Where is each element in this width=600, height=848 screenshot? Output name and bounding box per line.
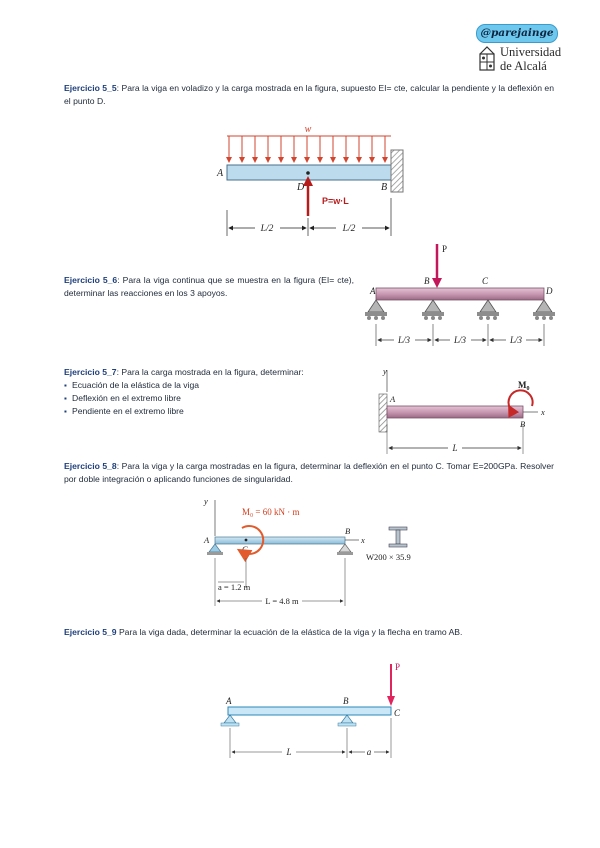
exercise-label: Ejercicio 5_8 bbox=[64, 461, 117, 471]
exercise-5-5-statement bbox=[64, 82, 554, 108]
section-designation: W200 × 35.9 bbox=[366, 552, 411, 562]
author-handle-badge: @parejainge bbox=[476, 24, 558, 43]
roller-support-c bbox=[477, 300, 499, 320]
length-l-label: L = 4.8 m bbox=[265, 596, 299, 606]
exercise-text: : Para la viga y la carga mostradas en la figura, determinar la deflexión en el punto C. Tomar E=200GPa. Resolver por doble integración o aplicando funciones de singularidad. bbox=[64, 461, 554, 484]
length-label: L bbox=[452, 443, 458, 453]
axis-y-label: y bbox=[204, 496, 208, 506]
exercise-label: Ejercicio 5_7 bbox=[64, 367, 117, 377]
roller-support-b bbox=[337, 544, 353, 555]
point-b-label: B bbox=[345, 526, 351, 536]
fixed-wall-support bbox=[379, 394, 387, 432]
exercise-text: Para la viga dada, determinar la ecuación de la elástica de la viga y la flecha en tramo AB. bbox=[116, 627, 463, 637]
overhang-beam bbox=[228, 707, 391, 715]
figure-overhang-beam bbox=[214, 660, 414, 764]
exercise-5-6-statement bbox=[64, 274, 354, 300]
dimension-label-1: L/2 bbox=[260, 224, 274, 234]
figure-cantilever-moment bbox=[370, 362, 560, 456]
load-p-label: P bbox=[395, 662, 401, 672]
list-item: ▪ Pendiente en el extremo libre bbox=[64, 405, 364, 418]
exercise-5-7-task-list bbox=[64, 379, 364, 418]
pin-support-a bbox=[207, 544, 223, 555]
pin-support-a bbox=[221, 715, 239, 726]
continuous-beam bbox=[376, 288, 544, 300]
exercise-label: Ejercicio 5_9 bbox=[64, 627, 117, 637]
load-intensity-label: w bbox=[304, 124, 312, 135]
point-a-label: A bbox=[370, 286, 376, 296]
simply-supported-beam bbox=[215, 537, 345, 544]
point-b-label: B bbox=[343, 696, 349, 706]
point-c-label: C bbox=[394, 708, 401, 718]
university-name-line1: Universidad bbox=[500, 45, 562, 59]
moment-label: M₀ = 60 kN · m bbox=[242, 507, 300, 517]
axis-x-label: x bbox=[541, 407, 545, 417]
point-b-label: B bbox=[424, 276, 430, 286]
point-c-label: C bbox=[482, 276, 489, 286]
overhang-a-label: a bbox=[366, 747, 372, 757]
point-d-label: D bbox=[297, 182, 305, 193]
university-crest-icon bbox=[476, 44, 498, 74]
dimension-label-2: L/2 bbox=[342, 224, 356, 234]
fixed-wall-support bbox=[391, 150, 403, 192]
exercise-text: : Para la viga en voladizo y la carga mostrada en la figura, supuesto EI= cte, calcular la pendiente y la deflexión en el punto D. bbox=[64, 83, 554, 106]
span-label-1: L/3 bbox=[397, 335, 411, 345]
wide-flange-section-icon bbox=[389, 527, 407, 547]
distance-a-label: a = 1.2 m bbox=[218, 582, 251, 592]
distributed-load-arrows bbox=[229, 136, 385, 162]
point-b-label: B bbox=[520, 419, 526, 429]
applied-moment-arrow bbox=[509, 390, 533, 408]
point-load-arrow bbox=[387, 696, 395, 706]
axis-x-label: x bbox=[361, 535, 365, 545]
exercise-5-7-statement bbox=[64, 366, 364, 418]
university-name-line2: de Alcalá bbox=[500, 59, 547, 73]
point-b-label: B bbox=[381, 182, 388, 193]
length-l-label: L bbox=[286, 747, 292, 757]
list-item: ▪ Deflexión en el extremo libre bbox=[64, 392, 364, 405]
point-a-label: A bbox=[204, 535, 210, 545]
point-a-label: A bbox=[217, 168, 224, 179]
moment-label: $M_0$ bbox=[518, 380, 530, 392]
roller-support-b bbox=[338, 715, 356, 726]
roller-support-d bbox=[533, 300, 555, 320]
span-label-3: L/3 bbox=[509, 335, 523, 345]
point-d-label: D bbox=[546, 286, 553, 296]
roller-support-b bbox=[422, 300, 444, 320]
axis-y-label: y bbox=[383, 366, 387, 376]
exercise-text: : Para la viga continua que se muestra en la figura (EI= cte), determinar las reacciones en los 3 apoyos. bbox=[64, 275, 354, 298]
exercise-text: : Para la carga mostrada en la figura, determinar: bbox=[116, 367, 304, 377]
cantilever-beam bbox=[387, 406, 523, 418]
exercise-label: Ejercicio 5_5 bbox=[64, 83, 117, 93]
load-p-label: P bbox=[442, 244, 448, 254]
exercise-label: Ejercicio 5_6 bbox=[64, 275, 118, 285]
point-load-arrow bbox=[432, 278, 442, 288]
figure-simply-supported-moment bbox=[196, 494, 436, 612]
point-c-label: C bbox=[242, 544, 248, 554]
point-a-label: A bbox=[226, 696, 232, 706]
span-label-2: L/3 bbox=[453, 335, 467, 345]
exercise-5-8-statement bbox=[64, 460, 554, 486]
figure-continuous-beam bbox=[362, 242, 560, 350]
point-load-label: P=w·L bbox=[322, 196, 349, 206]
exercise-5-9-statement bbox=[64, 626, 554, 639]
figure-cantilever-beam bbox=[205, 118, 415, 243]
list-item: ▪ Ecuación de la elástica de la viga bbox=[64, 379, 364, 392]
pin-support-a bbox=[365, 300, 387, 320]
point-a-label: A bbox=[390, 394, 396, 404]
